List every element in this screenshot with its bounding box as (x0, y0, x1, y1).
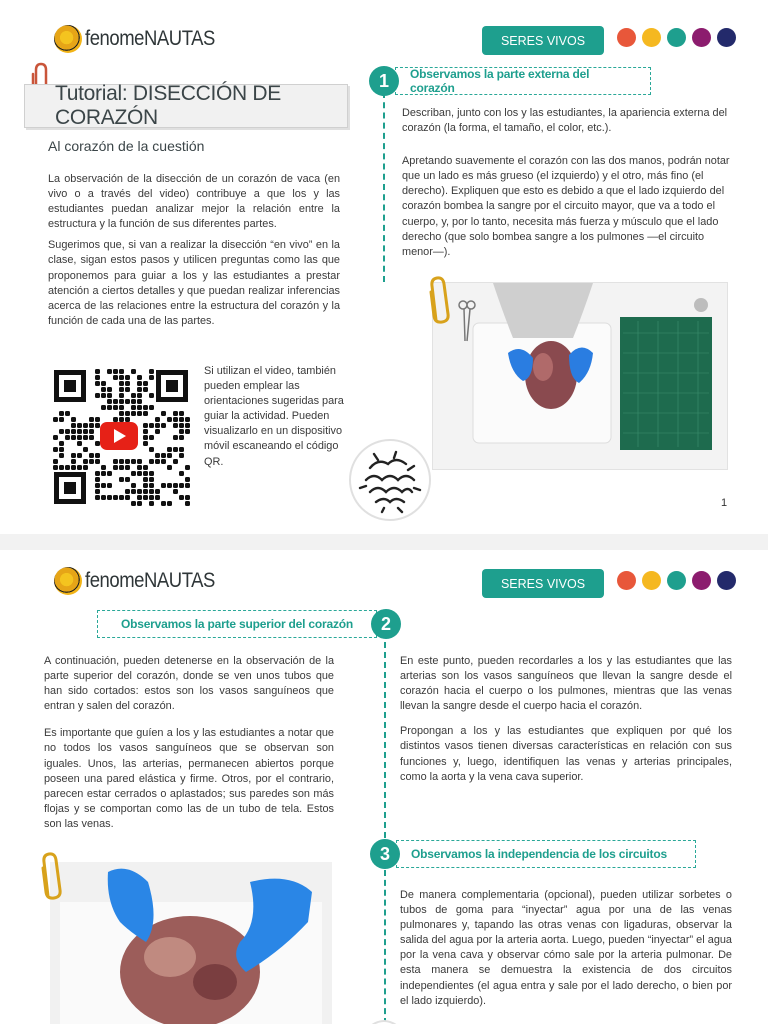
color-dot (692, 571, 711, 590)
brand-name: fenomeNAUTAS (85, 569, 215, 592)
step-1-paragraph-1: Describan, junto con los y las estudiantes, la apariencia externa del corazón (la forma, el tamaño, el color, etc.). (402, 107, 728, 135)
color-dots (617, 571, 736, 590)
step-2-paragraph-2: Es importante que guíen a los y las estudiantes a notar que no todos los vasos sanguíneos que se observan son iguales. Unos, las arterias, permanecen abiertos porque poseen una pared elástica y firme. Otros, por el contrario, parecen estar cerrados o aplastados; sus paredes son más flojas y se comportan como las de un tubo de tela. Estos son las venas. (44, 727, 334, 830)
color-dots (617, 28, 736, 47)
step-3-header (370, 839, 696, 869)
page-number: 1 (721, 497, 728, 509)
step-2-header (97, 609, 401, 639)
step-2-paragraph-3: En este punto, pueden recordarles a los y las estudiantes que las arterias son los vasos sanguíneos que llevan la sangre desde el corazón hacia el cuerpo o los pulmones, mientras que las venas llevan la sangre desde el cuerpo hacia el corazón. (400, 655, 732, 713)
brand-logo (54, 567, 233, 595)
step-2-left-text (44, 654, 334, 832)
dashed-timeline (384, 642, 386, 838)
brand-logo (54, 25, 233, 53)
step-2-title: Observamos la parte superior del corazón (97, 610, 377, 638)
color-dot (667, 28, 686, 47)
sunflower-logo-icon (54, 25, 82, 53)
color-dot (717, 28, 736, 47)
brand-name: fenomeNAUTAS (85, 27, 215, 50)
step-2-paragraph-1: A continuación, pueden detenerse en la observación de la parte superior del corazón, donde se ven unos tubos que han sido cortados: estos son los vasos sanguíneos que entran y salen del corazón. (44, 655, 334, 713)
step-3-text: De manera complementaria (opcional), pueden utilizar sorbetes o tubos de goma para “inyectar” agua por una de las venas pulmonares y, tapando las otras venas con ligaduras, observar la salida del agua por la arteria aorta. Luego, pueden “inyectar” el agua por la vena cava y observar cómo sale por la arteria pulmonar. De esta manera se demuestra la existencia de dos circuitos independientes (el agua entra y sale por el lado derecho, o bien por el lado izquierdo). (400, 889, 732, 1007)
intro-paragraph-2: Sugerimos que, si van a realizar la disección “en vivo” en la clase, sigan estos pasos y utilicen preguntas como las que proponemos para guiar a los y las estudiantes a prestar atención a ciertos detalles y que puedan realizar inferencias acerca de las relaciones entre la estructura del corazón y la función de cada una de las partes. (48, 239, 340, 327)
step-1-title: Observamos la parte externa del corazón (395, 67, 651, 95)
color-dot (692, 28, 711, 47)
dashed-timeline (384, 870, 386, 1024)
heart-photo-external (432, 282, 728, 470)
step-2-paragraph-4: Propongan a los y las estudiantes que expliquen por qué los distintos vasos tienen diversas características en relación con sus funciones y, luego, identifiquen las venas y arterias principales, como la aorta y la vena cava superior. (400, 725, 732, 783)
qr-code[interactable] (52, 368, 190, 506)
color-dot (667, 571, 686, 590)
coral-pattern-icon (362, 1014, 406, 1024)
paperclip-icon (426, 276, 454, 324)
step-1-paragraph-2: Apretando suavemente el corazón con las dos manos, podrán notar que un lado es más grueso (el izquierdo) y el otro, más fino (el derecho). Expliquen que esto es debido a que el lado izquierdo del corazón bombea la sangre por el circuito mayor, que va a todo el cuerpo, y, por lo tanto, necesita más fuerza y músculo que el lado derecho (que solo bombea sangre a los pulmones —el circuito menor—). (402, 155, 730, 258)
step-1-text (402, 106, 734, 260)
dashed-timeline (383, 92, 385, 282)
coral-pattern-icon (348, 438, 432, 522)
page-2 (0, 550, 768, 1024)
color-dot (642, 571, 661, 590)
heart-photo-top (50, 862, 332, 1024)
step-3-number: 3 (370, 839, 400, 869)
section-subtitle: Al corazón de la cuestión (48, 138, 205, 154)
step-1-header (369, 66, 651, 96)
intro-paragraph-1: La observación de la disección de un corazón de vaca (en vivo o a través del video) contribuye a que los y las estudiantes puedan analizar mejor la relación entre la estructura y la función de sus diferentes partes. (48, 173, 340, 231)
sunflower-logo-icon (54, 567, 82, 595)
tutorial-title: Tutorial: DISECCIÓN DE CORAZÓN (24, 84, 348, 128)
page-separator (0, 534, 768, 550)
color-dot (717, 571, 736, 590)
category-badge: SERES VIVOS (482, 26, 604, 55)
step-1-number: 1 (369, 66, 399, 96)
qr-instructions: Si utilizan el video, también pueden emplear las orientaciones sugeridas para guiar la actividad. Pueden visualizarlo en un dispositivo móvil escaneando el código QR. (204, 365, 344, 468)
color-dot (617, 28, 636, 47)
color-dot (617, 571, 636, 590)
step-2-number: 2 (371, 609, 401, 639)
category-badge: SERES VIVOS (482, 569, 604, 598)
paperclip-icon (38, 852, 66, 900)
color-dot (642, 28, 661, 47)
step-3-title: Observamos la independencia de los circuitos (396, 840, 696, 868)
intro-text (48, 172, 340, 329)
step-2-right-text (400, 654, 732, 785)
